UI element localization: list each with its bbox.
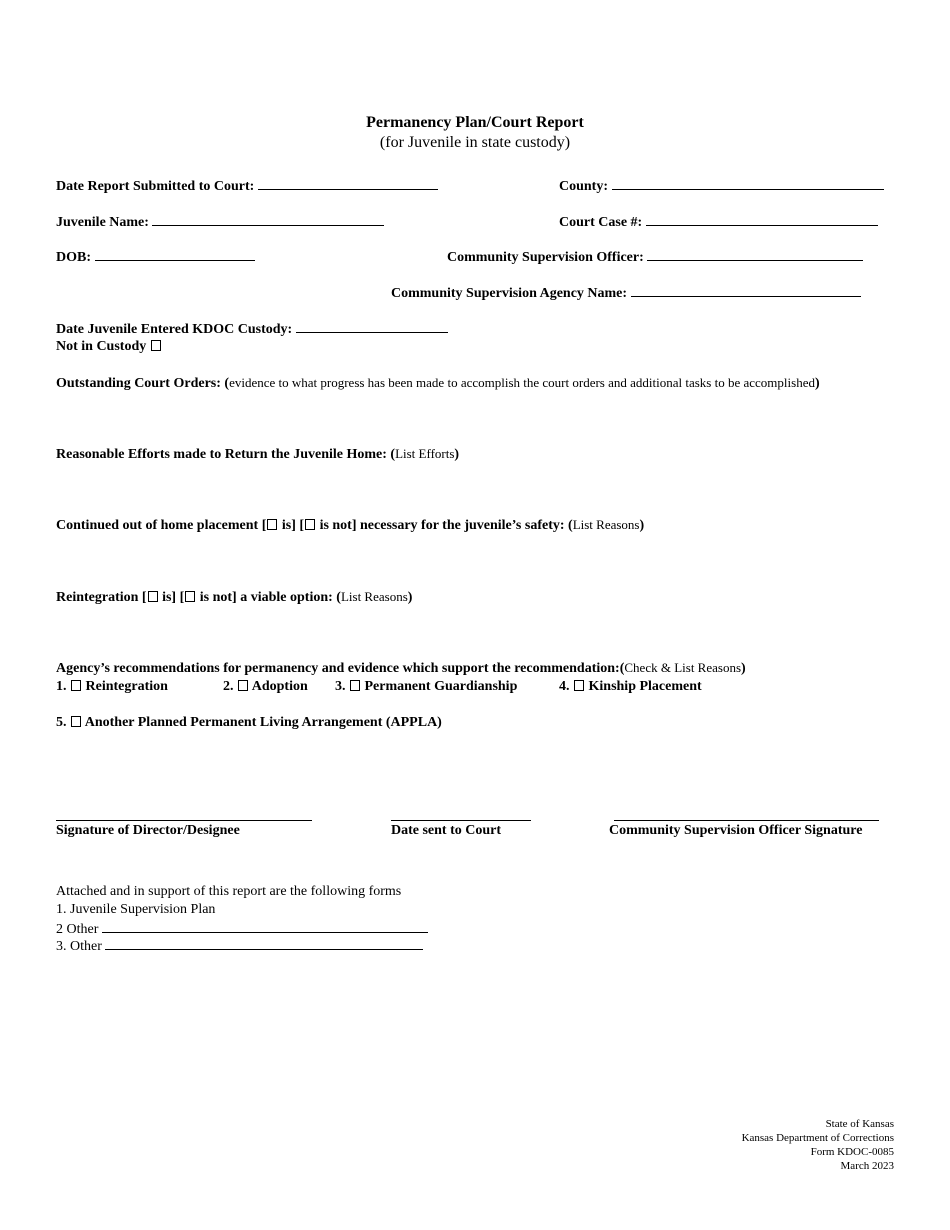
option-label: Permanent Guardianship	[364, 679, 518, 694]
reintegration-text-3: is not] a viable option: (	[196, 590, 341, 605]
continued-placement-close: )	[639, 518, 645, 533]
option-kinship-checkbox[interactable]	[574, 680, 584, 691]
date-report-submitted-label: Date Report Submitted to Court:	[56, 179, 255, 194]
attachment-item-2-line[interactable]	[102, 920, 428, 933]
continued-placement-text-3: is not] necessary for the juvenile’s safety: (	[316, 518, 573, 533]
date-entered-custody-label: Date Juvenile Entered KDOC Custody:	[56, 322, 293, 337]
juvenile-name-line[interactable]	[152, 213, 384, 226]
juvenile-name-field[interactable]	[56, 213, 384, 231]
date-report-submitted-field[interactable]	[56, 177, 438, 195]
recommendations-label: Agency’s recommendations for permanency and evidence which support the recommendation:(	[56, 661, 625, 676]
reasonable-efforts-label: Reasonable Efforts made to Return the Juvenile Home: (	[56, 447, 396, 462]
cso-signature-line[interactable]	[614, 820, 879, 821]
dob-line[interactable]	[95, 248, 255, 261]
option-reintegration-checkbox[interactable]	[71, 680, 81, 691]
option-number: 3.	[335, 679, 346, 694]
dob-label: DOB:	[56, 250, 91, 265]
reintegration-is-not-checkbox[interactable]	[185, 591, 195, 602]
option-number: 4.	[559, 679, 570, 694]
attachment-item-3-line[interactable]	[105, 937, 423, 950]
date-entered-custody-line[interactable]	[296, 320, 448, 333]
recommendations-close: )	[741, 661, 746, 676]
option-number: 1.	[56, 679, 67, 694]
continued-placement-note: List Reasons	[572, 517, 640, 532]
attachment-item-2[interactable]	[56, 920, 428, 938]
option-adoption-checkbox[interactable]	[238, 680, 248, 691]
option-permanent-guardianship[interactable]	[335, 679, 517, 695]
reintegration-text-1: Reintegration [	[56, 590, 147, 605]
placement-is-not-checkbox[interactable]	[305, 519, 315, 530]
cso-label: Community Supervision Officer:	[447, 250, 644, 265]
option-label: Kinship Placement	[588, 679, 702, 694]
reintegration-close: )	[407, 590, 413, 605]
court-case-line[interactable]	[646, 213, 878, 226]
option-appla-checkbox[interactable]	[71, 716, 81, 727]
option-reintegration[interactable]	[56, 679, 168, 695]
footer-department: Kansas Department of Corrections	[741, 1132, 894, 1144]
recommendations-heading	[56, 660, 746, 677]
reintegration-note: List Reasons	[340, 589, 408, 604]
footer-form-number: Form KDOC-0085	[810, 1146, 894, 1158]
option-guardianship-checkbox[interactable]	[350, 680, 360, 691]
footer-state: State of Kansas	[825, 1118, 894, 1130]
form-footer	[742, 1117, 894, 1173]
continued-placement-text-2: is] [	[278, 518, 305, 533]
reintegration-is-checkbox[interactable]	[148, 591, 158, 602]
reintegration-heading	[56, 589, 412, 606]
reasonable-efforts-heading	[56, 446, 459, 463]
option-label: Reintegration	[85, 679, 168, 694]
court-case-label: Court Case #:	[559, 215, 643, 230]
page-subtitle: (for Juvenile in state custody)	[379, 134, 571, 151]
option-kinship-placement[interactable]	[559, 679, 702, 695]
agency-name-field[interactable]	[391, 284, 861, 302]
date-entered-custody-field[interactable]	[56, 320, 448, 338]
footer-date: March 2023	[840, 1160, 894, 1172]
county-line[interactable]	[612, 177, 884, 190]
date-report-submitted-line[interactable]	[258, 177, 438, 190]
placement-is-checkbox[interactable]	[267, 519, 277, 530]
option-number: 5.	[56, 715, 67, 730]
reasonable-efforts-note: List Efforts	[395, 446, 455, 461]
not-in-custody-label: Not in Custody	[56, 339, 147, 354]
page-title: Permanency Plan/Court Report	[366, 114, 584, 131]
attachment-item-3-label: 3. Other	[56, 939, 102, 954]
attachments-intro: Attached and in support of this report are the following forms	[56, 884, 402, 899]
date-sent-line[interactable]	[391, 820, 531, 821]
director-signature-label: Signature of Director/Designee	[56, 823, 240, 838]
cso-field[interactable]	[447, 248, 863, 266]
director-signature-line[interactable]	[56, 820, 312, 821]
continued-placement-text-1: Continued out of home placement [	[56, 518, 267, 533]
recommendations-note: Check & List Reasons	[624, 660, 742, 675]
outstanding-orders-note: evidence to what progress has been made to accomplish the court orders and additional tasks to be accomplished	[229, 375, 815, 390]
outstanding-orders-label: Outstanding Court Orders: (	[56, 376, 230, 391]
attachment-item-2-label: 2 Other	[56, 922, 99, 937]
dob-field[interactable]	[56, 248, 255, 266]
option-label: Another Planned Permanent Living Arrangement (APPLA)	[84, 715, 442, 730]
attachment-item-3[interactable]	[56, 937, 423, 955]
agency-name-line[interactable]	[631, 284, 861, 297]
not-in-custody-field[interactable]	[56, 339, 162, 355]
juvenile-name-label: Juvenile Name:	[56, 215, 149, 230]
county-field[interactable]	[559, 177, 884, 195]
date-sent-label: Date sent to Court	[391, 823, 502, 838]
agency-name-label: Community Supervision Agency Name:	[391, 286, 628, 301]
not-in-custody-checkbox[interactable]	[151, 340, 161, 351]
attachment-item-1: 1. Juvenile Supervision Plan	[56, 902, 216, 917]
reasonable-efforts-close: )	[454, 447, 460, 462]
county-label: County:	[559, 179, 609, 194]
cso-signature-label: Community Supervision Officer Signature	[609, 823, 863, 838]
option-label: Adoption	[251, 679, 308, 694]
option-number: 2.	[223, 679, 234, 694]
outstanding-orders-close: )	[814, 376, 820, 391]
option-appla[interactable]	[56, 715, 442, 731]
outstanding-orders-heading	[56, 375, 820, 392]
option-adoption[interactable]	[223, 679, 308, 695]
cso-line[interactable]	[647, 248, 863, 261]
court-case-field[interactable]	[559, 213, 878, 231]
continued-placement-heading	[56, 517, 644, 534]
reintegration-text-2: is] [	[158, 590, 185, 605]
